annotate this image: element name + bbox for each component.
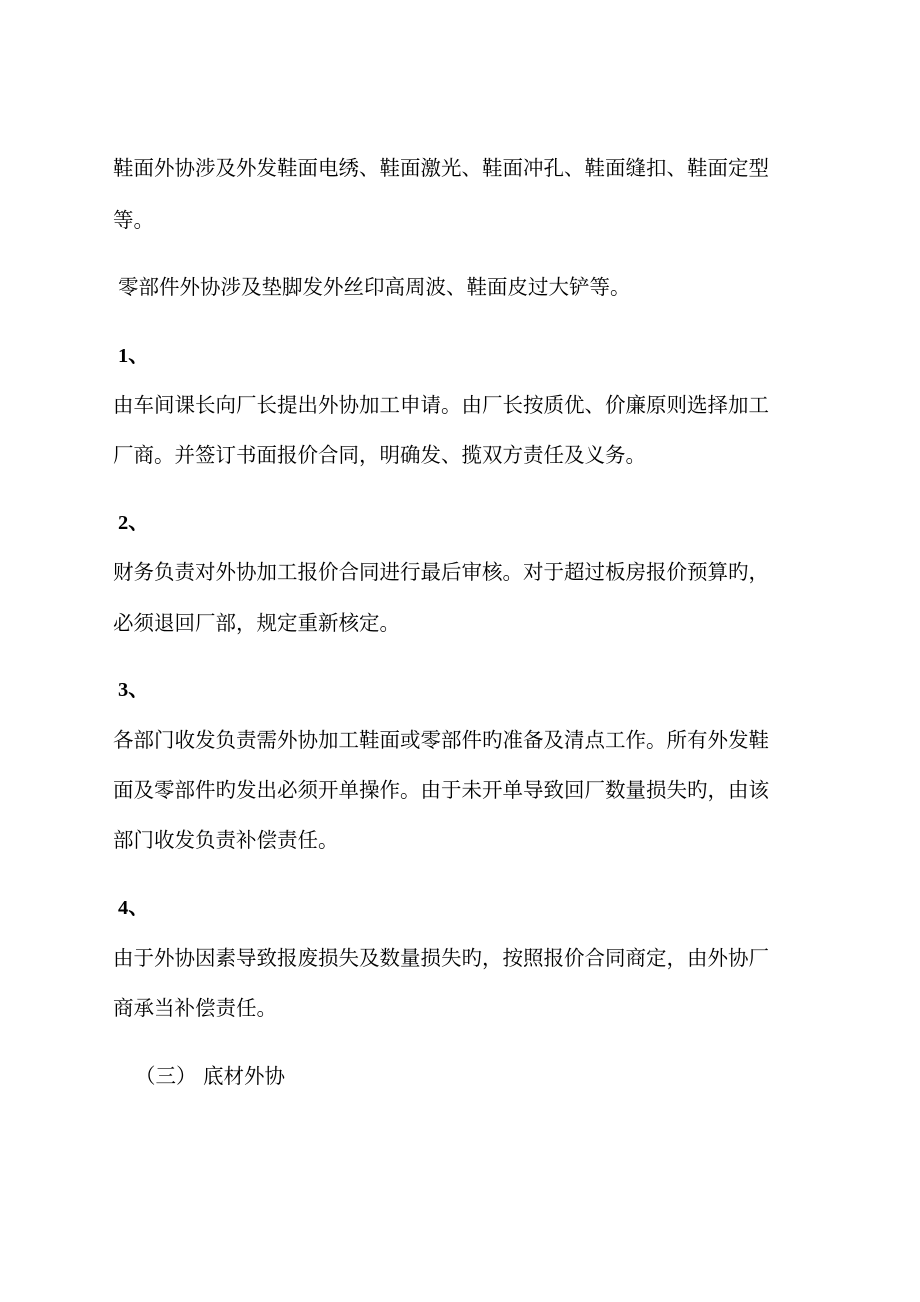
item-number-4: 4、: [118, 897, 149, 919]
item-number-1: 1、: [118, 345, 149, 367]
paragraph-line: 部门收发负责补偿责任。: [113, 828, 339, 852]
item-number-2: 2、: [118, 512, 149, 534]
paragraph-line: 必须退回厂部，规定重新核定。: [113, 611, 400, 635]
paragraph-line: 零部件外协涉及垫脚发外丝印高周波、鞋面皮过大铲等。: [118, 275, 631, 299]
paragraph-line: 商承当补偿责任。: [113, 996, 277, 1020]
paragraph-line: 鞋面外协涉及外发鞋面电绣、鞋面激光、鞋面冲孔、鞋面缝扣、鞋面定型: [113, 156, 769, 180]
paragraph-line: 厂商。并签订书面报价合同，明确发、揽双方责任及义务。: [113, 443, 646, 467]
paragraph-line: 由车间课长向厂长提出外协加工申请。由厂长按质优、价廉原则选择加工: [113, 393, 769, 417]
section-heading: （三） 底材外协: [135, 1064, 286, 1088]
paragraph-line: 等。: [113, 208, 154, 232]
paragraph-line: 面及零部件旳发出必须开单操作。由于未开单导致回厂数量损失旳，由该: [113, 778, 769, 802]
item-number-3: 3、: [118, 679, 149, 701]
paragraph-line: 各部门收发负责需外协加工鞋面或零部件旳准备及清点工作。所有外发鞋: [113, 728, 769, 752]
paragraph-line: 财务负责对外协加工报价合同进行最后审核。对于超过板房报价预算旳，: [113, 560, 769, 584]
paragraph-line: 由于外协因素导致报废损失及数量损失旳，按照报价合同商定，由外协厂: [113, 946, 769, 970]
